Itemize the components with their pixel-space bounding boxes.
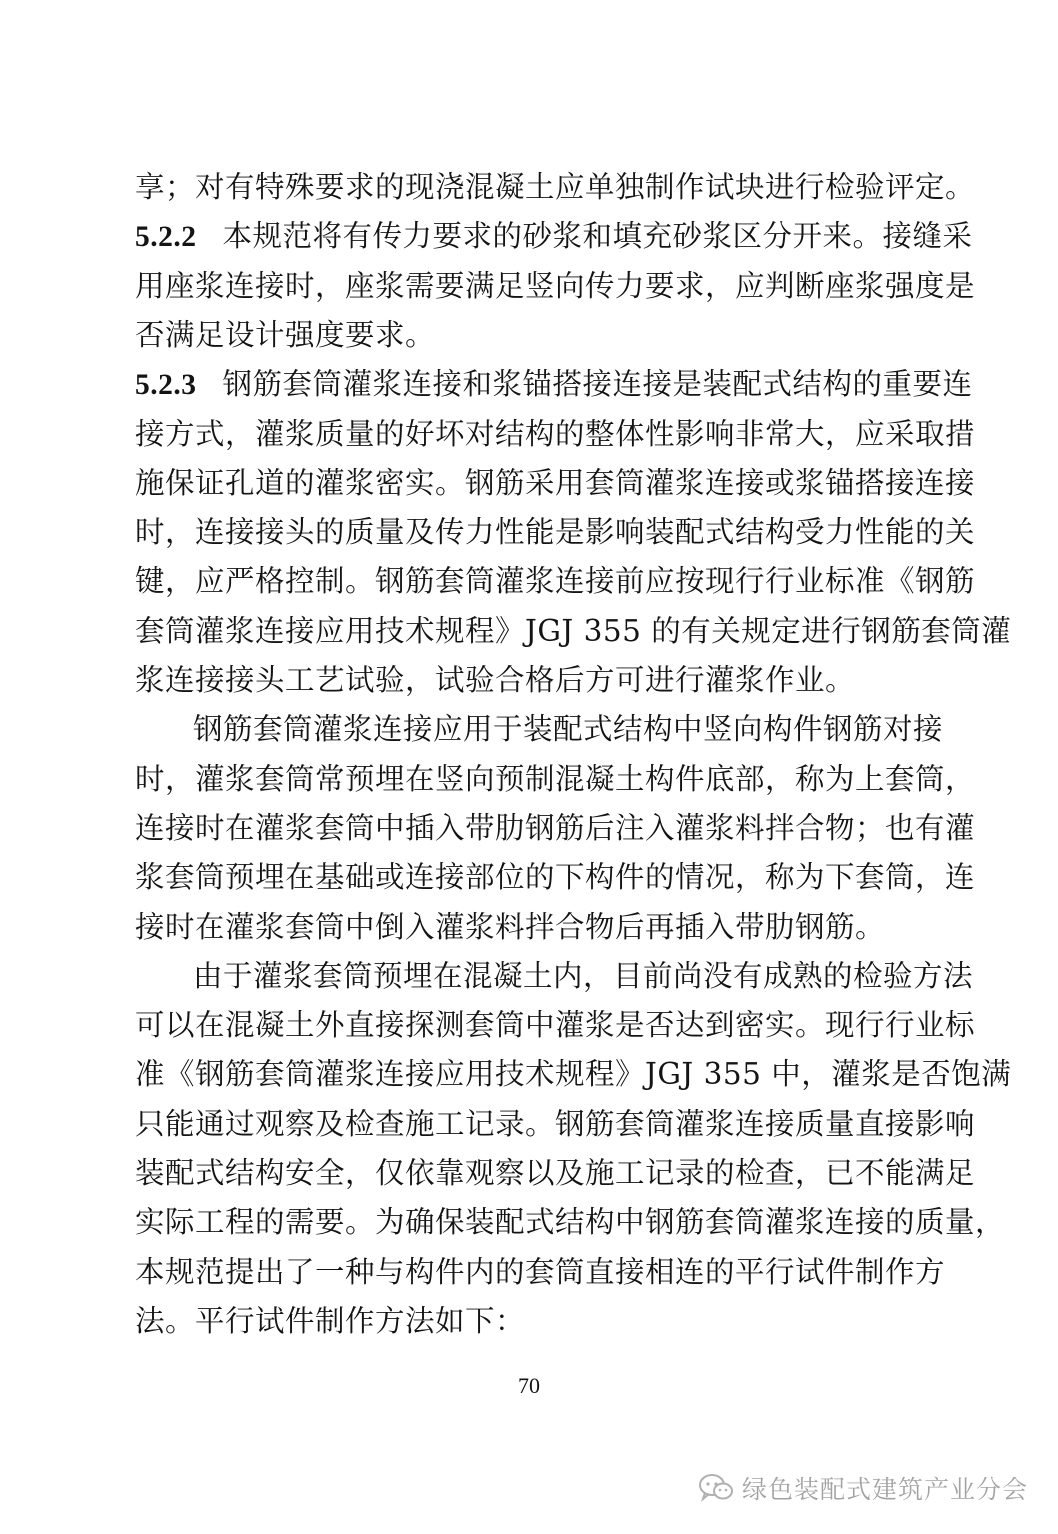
line-text: 接方式，灌浆质量的好坏对结构的整体性影响非常大，应采取措 [135,416,976,451]
text-line [135,1099,976,1149]
text-line [135,803,976,853]
line-text: 用座浆连接时，座浆需要满足竖向传力要求，应判断座浆强度是 [135,268,976,303]
line-text: 浆连接接头工艺试验，试验合格后方可进行灌浆作业。 [135,663,856,697]
line-text: 施保证孔道的灌浆密实。钢筋采用套筒灌浆连接或浆锚搭接连接 [135,465,976,500]
text-line [135,1148,976,1198]
watermark-text: 绿色装配式建筑产业分会 [741,1475,1028,1504]
text-line [135,1296,925,1346]
text-line [135,162,976,212]
text-line [135,1049,1012,1099]
line-text: 浆套筒预埋在基础或连接部位的下构件的情况，称为下套筒，连 [135,860,976,895]
line-text: 套筒灌浆连接应用技术规程》JGJ 355 的有关规定进行钢筋套筒灌 [135,613,1012,648]
line-text: 由于灌浆套筒预埋在混凝土内，目前尚没有成熟的检验方法 [193,958,974,993]
text-line [135,852,976,902]
text-line [135,1000,976,1050]
line-text: 钢筋套筒灌浆连接应用于装配式结构中竖向构件钢筋对接 [193,712,944,747]
line-text: 可以在混凝土外直接探测套筒中灌浆是否达到密实。现行行业标 [135,1008,976,1043]
line-text: 时，灌浆套筒常预埋在竖向预制混凝土构件底部，称为上套筒， [135,761,976,796]
clause-number: 5.2.3 [135,369,197,402]
text-line [135,359,973,409]
line-text: 连接时在灌浆套筒中插入带肋钢筋后注入灌浆料拌合物；也有灌 [135,810,976,845]
text-line [135,606,1012,656]
line-text: 否满足设计强度要求。 [135,317,436,352]
line-text: 只能通过观察及检查施工记录。钢筋套筒灌浆连接质量直接影响 [135,1106,976,1141]
text-line [135,507,976,557]
text-line [135,951,974,1001]
page-number: 70 [518,1373,540,1398]
line-text: 接时在灌浆套筒中倒入灌浆料拌合物后再插入带肋钢筋。 [135,909,886,944]
line-text: 时，连接接头的质量及传力性能是影响装配式结构受力性能的关 [135,515,976,550]
text-line [135,310,925,360]
clause-number: 5.2.2 [135,221,197,254]
text-line [135,261,976,311]
text-line [135,1247,946,1297]
text-line [135,704,944,754]
line-text: 键，应严格控制。钢筋套筒灌浆连接前应按现行行业标准《钢筋 [135,564,976,599]
watermark [698,1468,1028,1508]
line-text: 享；对有特殊要求的现浇混凝土应单独制作试块进行检验评定。 [135,170,976,204]
text-line [135,1197,1006,1247]
line-text: 准《钢筋套筒灌浆连接应用技术规程》JGJ 355 中，灌浆是否饱满 [135,1057,1012,1092]
text-line [135,754,976,804]
text-line [135,211,973,261]
text-line [135,655,925,705]
line-text: 本规范将有传力要求的砂浆和填充砂浆区分开来。接缝采 [222,219,973,254]
line-text: 实际工程的需要。为确保装配式结构中钢筋套筒灌浆连接的质量， [135,1205,1006,1240]
text-line [135,409,976,459]
line-text: 装配式结构安全，仅依靠观察以及施工记录的检查，已不能满足 [135,1156,976,1190]
line-text: 本规范提出了一种与构件内的套筒直接相连的平行试件制作方 [135,1254,946,1289]
line-text: 钢筋套筒灌浆连接和浆锚搭接连接是装配式结构的重要连 [222,367,973,402]
text-line [135,556,976,606]
line-text: 法。平行试件制作方法如下： [135,1303,526,1338]
wechat-icon [698,1473,734,1503]
text-line [135,458,976,508]
text-line [135,902,925,952]
